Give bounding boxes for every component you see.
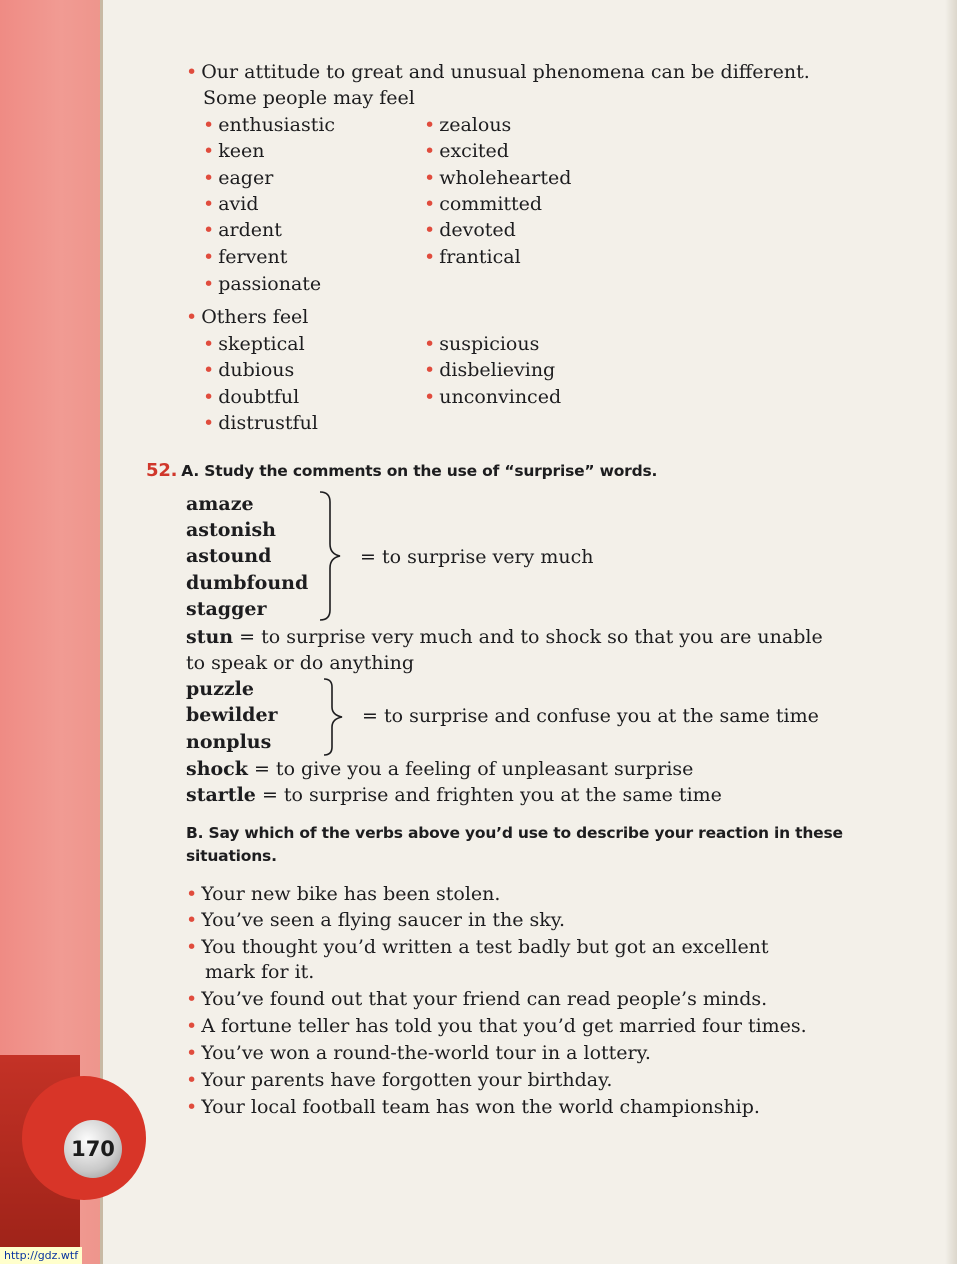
feeling-item: • zealous: [424, 114, 512, 136]
verb-word: nonplus: [186, 731, 272, 753]
feeling-item: • excited: [424, 140, 509, 162]
others-intro: • Others feel: [186, 306, 309, 328]
group2-definition: = to surprise and confuse you at the same time: [362, 705, 819, 727]
feeling-item: • distrustful: [203, 412, 318, 434]
situation-item: • You’ve found out that your friend can read people’s minds.: [186, 988, 768, 1010]
situation-item: • Your new bike has been stolen.: [186, 883, 501, 905]
startle-definition: startle = to surprise and frighten you at the same time: [186, 784, 722, 806]
verb-word: astonish: [186, 519, 276, 541]
feeling-item: • keen: [203, 140, 265, 162]
verb-word: amaze: [186, 493, 254, 515]
feeling-item: • passionate: [203, 273, 322, 295]
exercise-heading: 52. A. Study the comments on the use of “surprise” words.: [146, 460, 658, 481]
part-b-instruction: B. Say which of the verbs above you’d use to describe your reaction in these: [186, 824, 843, 842]
feeling-item: • devoted: [424, 219, 516, 241]
situation-item: • Your parents have forgotten your birthday.: [186, 1069, 613, 1091]
stun-definition: stun = to surprise very much and to shock so that you are unable: [186, 626, 823, 648]
verb-word: dumbfound: [186, 572, 309, 594]
intro-line-2: Some people may feel: [203, 87, 415, 109]
verb-word: puzzle: [186, 678, 254, 700]
feeling-item: • suspicious: [424, 333, 540, 355]
feeling-item: • doubtful: [203, 386, 300, 408]
shock-definition: shock = to give you a feeling of unpleasant surprise: [186, 758, 694, 780]
page-edge-shadow: [945, 0, 957, 1264]
right-brace-icon: [322, 677, 346, 757]
feeling-item: • ardent: [203, 219, 282, 241]
verb-word: bewilder: [186, 704, 278, 726]
situation-item: • You’ve seen a flying saucer in the sky.: [186, 909, 565, 931]
feeling-item: • enthusiastic: [203, 114, 336, 136]
right-brace-icon: [318, 490, 344, 622]
situation-item: • Your local football team has won the world championship.: [186, 1096, 760, 1118]
feeling-item: • wholehearted: [424, 167, 572, 189]
verb-word: stagger: [186, 598, 267, 620]
intro-line-1: • Our attitude to great and unusual phenomena can be different.: [186, 61, 810, 83]
situation-item-cont: mark for it.: [205, 961, 315, 983]
verb-word: astound: [186, 545, 272, 567]
situation-item: • You’ve won a round-the-world tour in a lottery.: [186, 1042, 651, 1064]
feeling-item: • dubious: [203, 359, 295, 381]
bullet: •: [186, 61, 198, 83]
part-b-instruction-cont: situations.: [186, 847, 277, 865]
feeling-item: • fervent: [203, 246, 288, 268]
feeling-item: • frantical: [424, 246, 521, 268]
feeling-item: • unconvinced: [424, 386, 562, 408]
feeling-item: • avid: [203, 193, 259, 215]
feeling-item: • eager: [203, 167, 274, 189]
stun-definition-cont: to speak or do anything: [186, 652, 414, 674]
situation-item: • A fortune teller has told you that you’d get married four times.: [186, 1015, 807, 1037]
feeling-item: • committed: [424, 193, 543, 215]
binding-line: [100, 0, 103, 1264]
exercise-number: 52.: [146, 460, 178, 481]
source-watermark: http://gdz.wtf: [0, 1247, 82, 1264]
feeling-item: • skeptical: [203, 333, 305, 355]
situation-item: • You thought you’d written a test badly but got an excellent: [186, 936, 769, 958]
group1-definition: = to surprise very much: [360, 546, 594, 568]
page-number: 170: [64, 1120, 122, 1178]
feeling-item: • disbelieving: [424, 359, 556, 381]
